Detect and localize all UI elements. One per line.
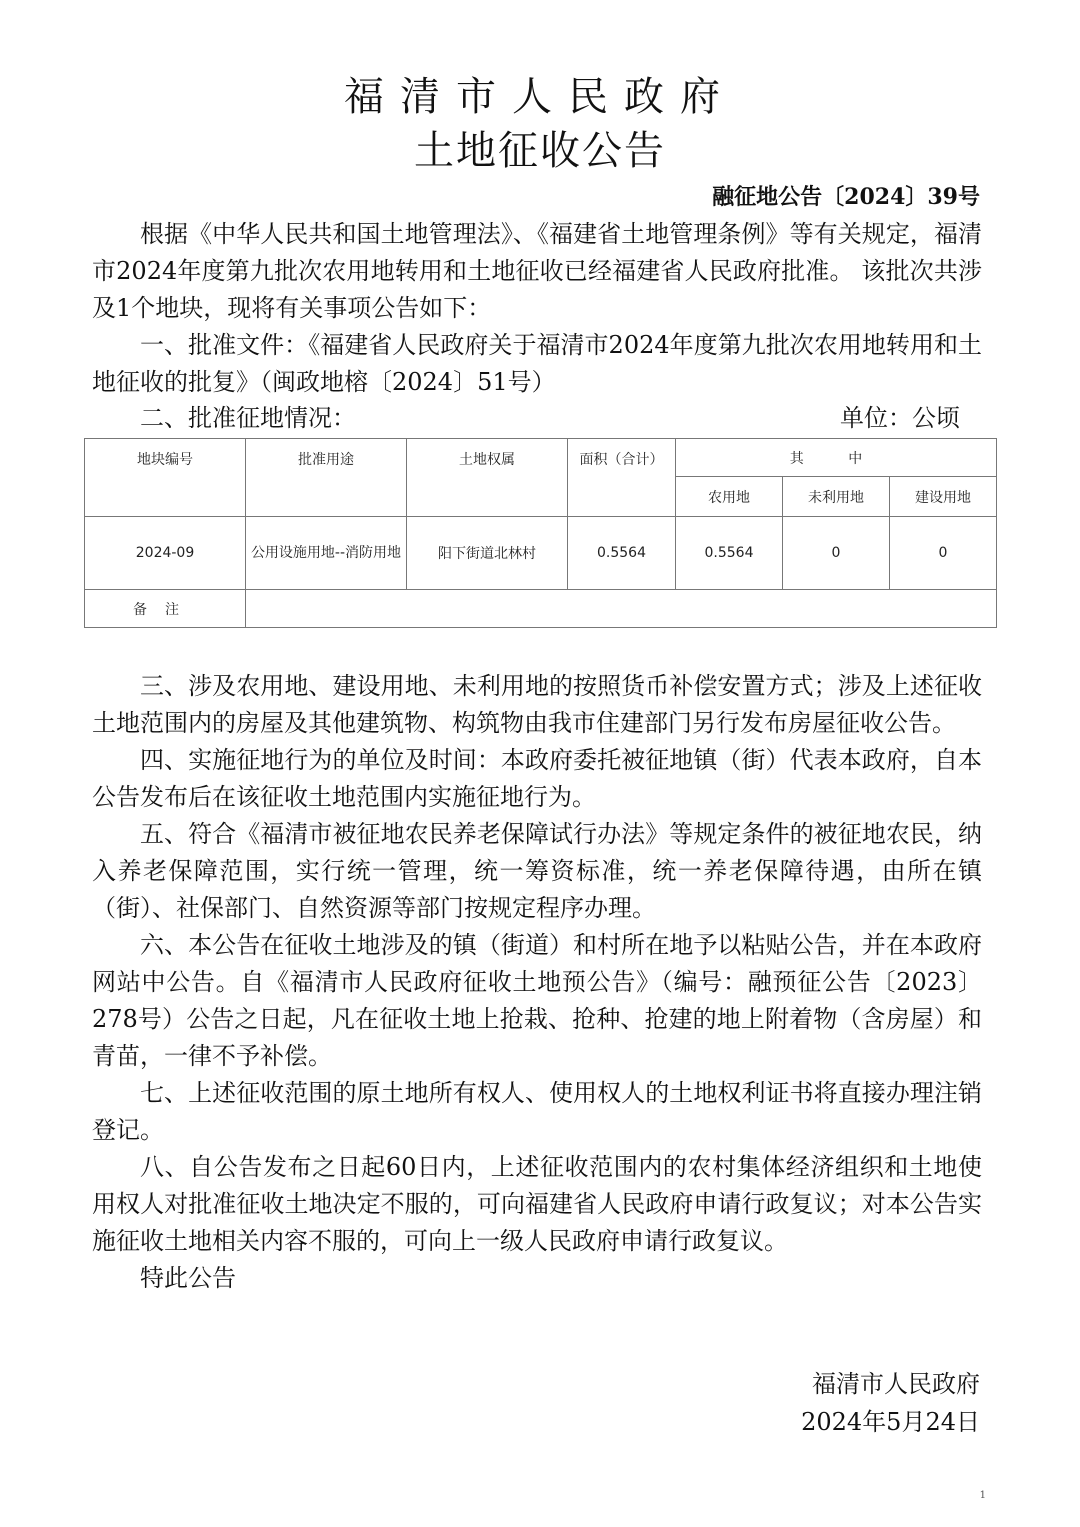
header-plot-no: 地块编号 — [85, 439, 246, 517]
cell-construction: 0 — [890, 517, 997, 590]
remark-value — [246, 590, 997, 628]
header-ownership: 土地权属 — [407, 439, 568, 517]
signature-org: 福清市人民政府 — [812, 1370, 980, 1398]
intro-block — [92, 216, 982, 401]
section-7-paragraph: 七、上述征收范围的原土地所有权人、使用权人的土地权利证书将直接办理注销登记。 — [92, 1079, 982, 1144]
remark-label: 备注 — [85, 590, 246, 628]
clauses-block — [92, 668, 982, 1297]
remark-row — [85, 590, 997, 628]
header-use: 批准用途 — [246, 439, 407, 517]
intro-paragraph: 根据《中华人民共和国土地管理法》、《福建省土地管理条例》等有关规定，福清市2024年度第九批次农用地转用和土地征收已经福建省人民政府批准。 该批次共涉及1个地块，现将有关事项公告如下： — [92, 220, 982, 322]
cell-ownership: 阳下街道北林村 — [407, 517, 568, 590]
document-number: 融征地公告〔2024〕39号 — [712, 184, 980, 210]
unit-label: 单位：公顷 — [840, 404, 960, 432]
page-number: 1 — [979, 1490, 986, 1501]
closing-phrase: 特此公告 — [140, 1264, 236, 1292]
table-row — [85, 517, 997, 590]
section-6-paragraph: 六、本公告在征收土地涉及的镇（街道）和村所在地予以粘贴公告，并在本政府网站中公告。自《福清市人民政府征收土地预公告》（编号：融预征公告〔2023〕278号）公告之日起，凡在征收土地上抢栽、抢种、抢建的地上附着物（含房屋）和青苗，一律不予补偿。 — [92, 931, 982, 1070]
cell-area: 0.5564 — [568, 517, 676, 590]
section-5-paragraph: 五、符合《福清市被征地农民养老保障试行办法》等规定条件的被征地农民，纳入养老保障范围，实行统一管理，统一筹资标准，统一养老保障待遇，由所在镇（街）、社保部门、自然资源等部门按规定程序办理。 — [92, 820, 982, 922]
issuer-title: 福清市人民政府 — [344, 74, 736, 120]
header-construction: 建设用地 — [890, 477, 997, 517]
cell-unused: 0 — [783, 517, 890, 590]
cell-plot-no: 2024-09 — [85, 517, 246, 590]
section-4-paragraph: 四、实施征地行为的单位及时间：本政府委托被征地镇（街）代表本政府，自本公告发布后在该征收土地范围内实施征地行为。 — [92, 746, 982, 811]
section-3-paragraph: 三、涉及农用地、建设用地、未利用地的按照货币补偿安置方式；涉及上述征收土地范围内的房屋及其他建筑物、构筑物由我市住建部门另行发布房屋征收公告。 — [92, 672, 982, 737]
header-agri: 农用地 — [676, 477, 783, 517]
section-8-paragraph: 八、自公告发布之日起60日内，上述征收范围内的农村集体经济组织和土地使用权人对批准征收土地决定不服的，可向福建省人民政府申请行政复议；对本公告实施征收土地相关内容不服的，可向上一级人民政府申请行政复议。 — [92, 1153, 982, 1255]
notice-title: 土地征收公告 — [414, 128, 666, 174]
header-unused: 未利用地 — [783, 477, 890, 517]
section-1-paragraph: 一、批准文件：《福建省人民政府关于福清市2024年度第九批次农用地转用和土地征收的批复》（闽政地榕〔2024〕51号） — [92, 331, 982, 396]
section-2-label: 二、批准征地情况： — [140, 404, 356, 432]
cell-use: 公用设施用地--消防用地 — [246, 517, 407, 590]
land-table — [84, 438, 997, 628]
header-of-which: 其 中 — [676, 439, 997, 477]
cell-agri: 0.5564 — [676, 517, 783, 590]
header-area: 面积（合计） — [568, 439, 676, 517]
signature-date: 2024年5月24日 — [801, 1408, 980, 1436]
